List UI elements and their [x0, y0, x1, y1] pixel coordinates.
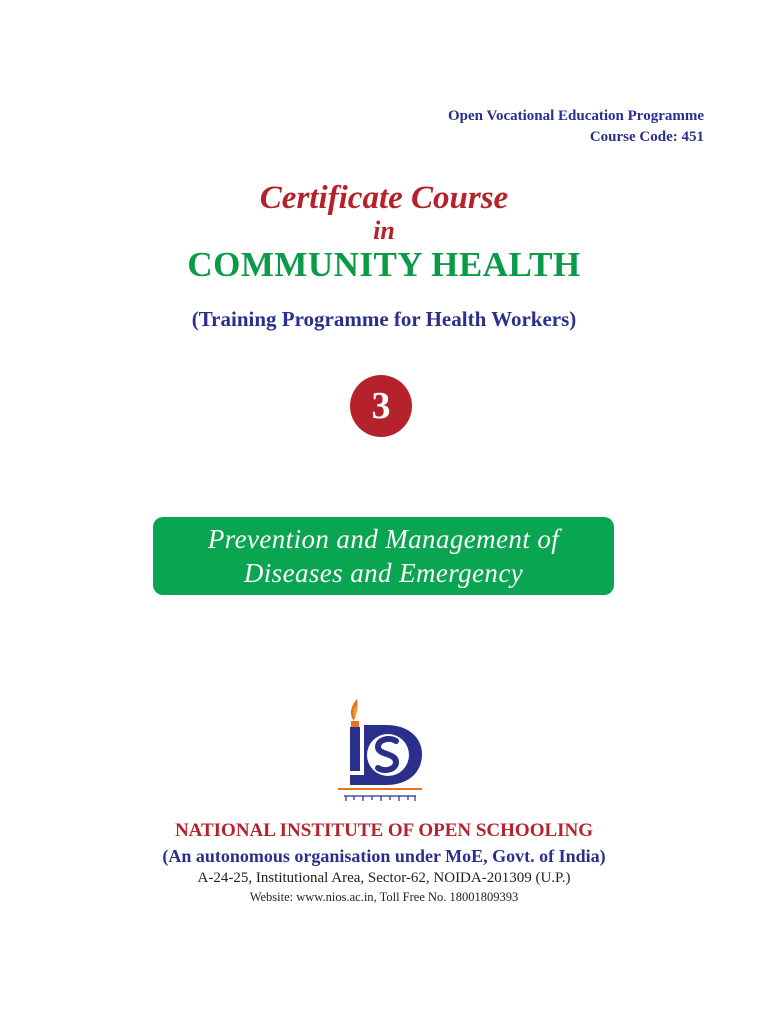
block-title [153, 517, 614, 595]
course-subtitle: (Training Programme for Health Workers) [191, 307, 577, 331]
programme-info [448, 106, 704, 148]
volume-badge [350, 375, 412, 437]
institute-address: A-24-25, Institutional Area, Sector-62, NOIDA-201309 (U.P.) [197, 870, 571, 886]
institute-name: NATIONAL INSTITUTE OF OPEN SCHOOLING [174, 820, 594, 841]
course-title: COMMUNITY HEALTH [187, 245, 581, 284]
volume-number: 3 [371, 385, 391, 427]
certificate-heading: Certificate Course [259, 180, 509, 216]
block-title-line-2: Diseases and Emergency [243, 558, 524, 588]
programme-name: Open Vocational Education Programme [448, 108, 704, 124]
nios-logo-icon [330, 695, 430, 807]
course-code: Course Code: 451 [589, 129, 704, 145]
in-connector: in [373, 216, 395, 245]
institute-organisation: (An autonomous organisation under MoE, Govt. of India) [162, 846, 606, 866]
block-title-line-1: Prevention and Management of [207, 524, 560, 554]
institute-website: Website: www.nios.ac.in, Toll Free No. 18001809393 [249, 890, 519, 904]
